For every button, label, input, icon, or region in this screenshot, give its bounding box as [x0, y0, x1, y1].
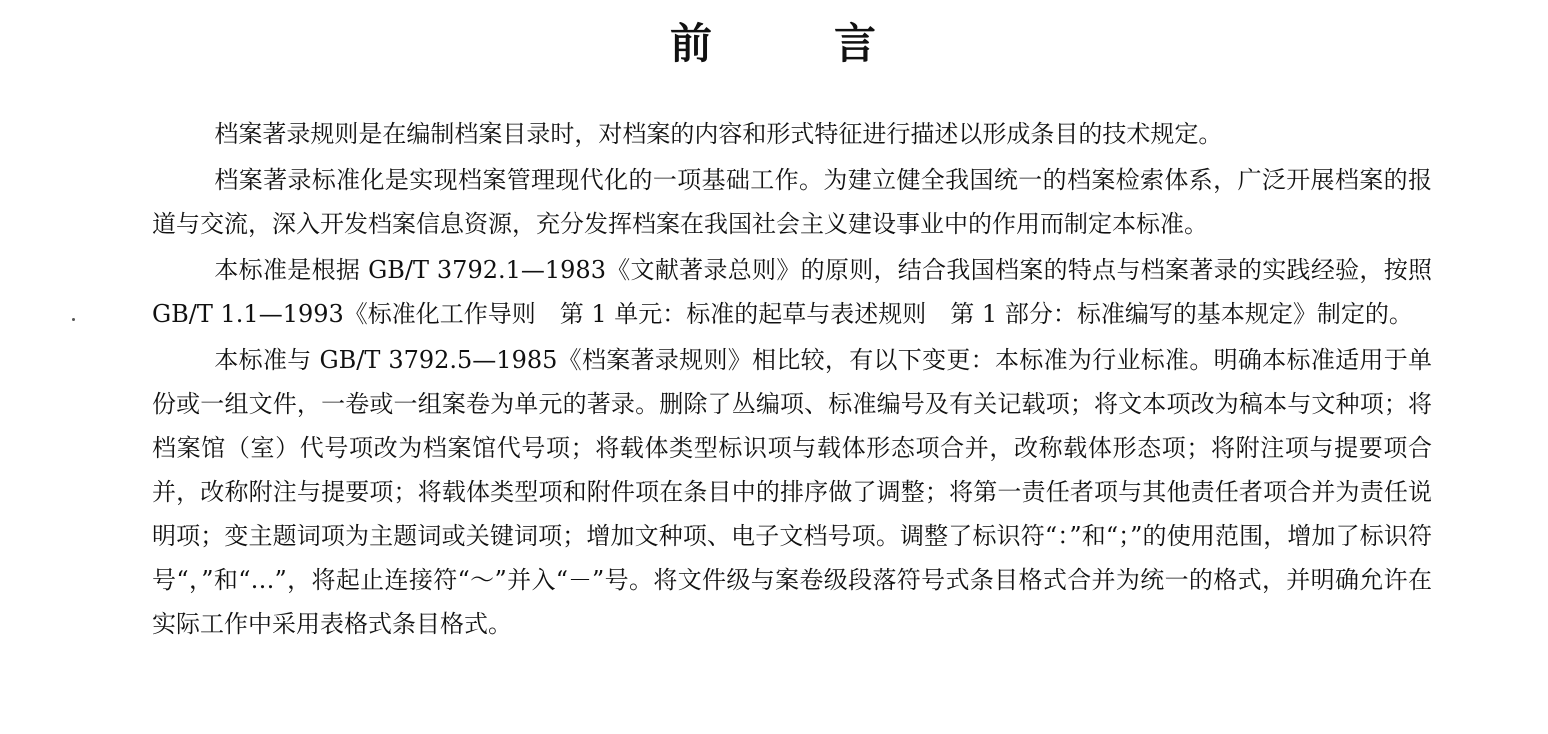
title-char-1: 前 — [669, 19, 714, 68]
paragraph-2: 档案著录标准化是实现档案管理现代化的一项基础工作。为建立健全我国统一的档案检索体系，广泛开展档案的报道与交流，深入开发档案信息资源，充分发挥档案在我国社会主义建设事业中的作用而制定本标准。 — [152, 166, 1432, 238]
paragraph-1: 档案著录规则是在编制档案目录时，对档案的内容和形式特征进行描述以形成条目的技术规定。 — [214, 120, 1223, 148]
preface-body — [152, 112, 1432, 646]
paragraph-4: 本标准与 GB/T 3792.5—1985《档案著录规则》相比较，有以下变更：本标准为行业标准。明确本标准适用于单份或一组文件，一卷或一组案卷为单元的著录。删除了丛编项、标准编号及有关记载项；将文本项改为稿本与文种项；将档案馆（室）代号项改为档案馆代号项；将载体类型标识项与载体形态项合并，改称载体形态项；将附注项与提要项合并，改称附注与提要项；将载体类型项和附件项在条目中的排序做了调整；将第一责任者项与其他责任者项合并为责任说明项；变主题词项为主题词或关键词项；增加文种项、电子文档号项。调整了标识符“：”和“；”的使用范围，增加了标识符号“，”和“…”，将起止连接符“～”并入“－”号。将文件级与案卷级段落符号式条目格式合并为统一的格式，并明确允许在实际工作中采用表格式条目格式。 — [152, 346, 1432, 638]
scan-speck — [72, 318, 75, 321]
paragraph-3: 本标准是根据 GB/T 3792.1—1983《文献著录总则》的原则，结合我国档案的特点与档案著录的实践经验，按照 GB/T 1.1—1993《标准化工作导则 第 1 单元：标准的起草与表述规则 第 1 部分：标准编写的基本规定》制定的。 — [152, 256, 1432, 328]
page-title — [0, 14, 1548, 74]
title-char-2: 言 — [834, 19, 879, 68]
